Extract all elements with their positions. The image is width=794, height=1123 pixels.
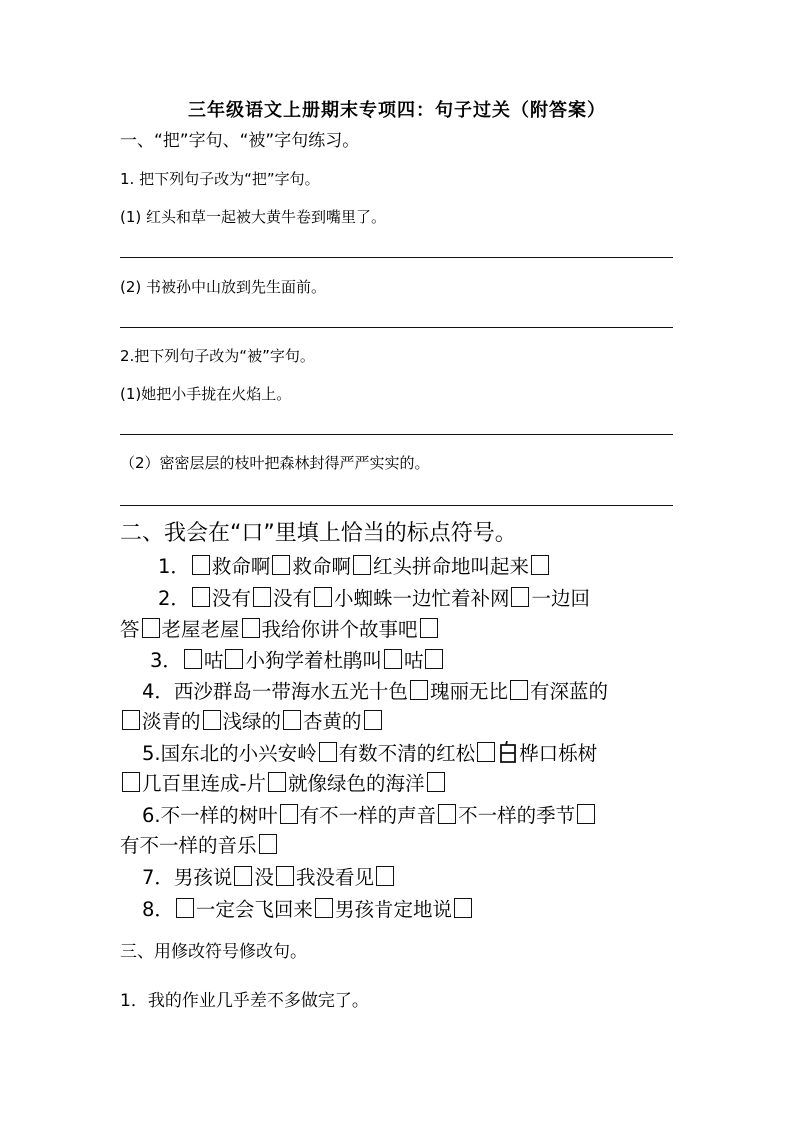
sentence-text: 浅绿的 [222, 710, 282, 733]
punctuation-box[interactable] [225, 649, 243, 669]
punctuation-box[interactable] [319, 742, 337, 762]
sentence-number: 4． [142, 680, 174, 703]
punctuation-box[interactable] [192, 555, 210, 575]
sentence-text: 淡青的 [142, 710, 201, 733]
q2-item1: (1)她把小手拢在火焰上。 [120, 385, 292, 403]
q2-item2: （2）密密层层的枝叶把森林封得严严实实的。 [120, 454, 430, 472]
punctuation-box[interactable] [176, 898, 194, 918]
q1-item2: (2) 书被孙中山放到先生面前。 [120, 278, 327, 296]
sentence-number: 1． [158, 555, 190, 578]
sentence-text: 不一样的季节 [458, 804, 576, 827]
sentence-text: 就像绿色的海洋 [288, 772, 425, 795]
sentence-7 [142, 862, 396, 890]
sentence-number: 2． [158, 587, 190, 610]
punctuation-box[interactable] [425, 649, 443, 669]
punctuation-box[interactable] [315, 898, 333, 918]
punctuation-box[interactable] [142, 618, 160, 638]
sentence-5 [142, 738, 597, 766]
sentence-5-cont [120, 768, 447, 796]
punctuation-box[interactable] [234, 866, 252, 886]
sentence-text: 咕 [403, 649, 424, 672]
answer-line [120, 257, 673, 258]
sentence-text: 答 [120, 618, 140, 641]
punctuation-box[interactable] [353, 555, 371, 575]
sentence-text: 西沙群岛一带海水五光十色 [173, 680, 408, 703]
sentence-text: 瑰丽无比 [429, 680, 508, 703]
punctuation-box[interactable] [122, 772, 140, 792]
punctuation-box[interactable] [259, 834, 277, 854]
sentence-6-cont [120, 830, 279, 858]
sentence-text: 男孩说 [173, 866, 233, 889]
punctuation-box[interactable] [454, 898, 472, 918]
punctuation-box[interactable] [272, 555, 290, 575]
punctuation-box[interactable] [531, 555, 549, 575]
punctuation-box[interactable] [122, 710, 140, 730]
sentence-text: 有不一样的声音 [299, 804, 437, 827]
sentence-number: 8． [142, 898, 174, 921]
sentence-text: 我给你讲个故事吧 [261, 618, 418, 641]
sentence-text: 杏黄的 [303, 710, 362, 733]
punctuation-box[interactable] [314, 587, 332, 607]
section3-heading: 三、用修改符号修改句。 [120, 942, 307, 962]
sentence-8 [142, 894, 474, 922]
sentence-4 [142, 676, 608, 704]
punctuation-box[interactable] [510, 680, 528, 700]
sentence-6 [142, 800, 597, 828]
punctuation-box[interactable] [577, 804, 595, 824]
sentence-text: 没有 [272, 587, 312, 610]
sentence-text: 几百里连成-片 [142, 772, 267, 795]
sentence-text: 我没看见 [295, 866, 374, 889]
sentence-text: 红头拼命地叫起来 [372, 555, 529, 578]
punctuation-box[interactable] [511, 587, 529, 607]
punctuation-box[interactable] [283, 710, 301, 730]
punctuation-box[interactable] [242, 618, 260, 638]
punctuation-box[interactable] [477, 742, 495, 762]
punctuation-box[interactable] [420, 618, 438, 638]
section1-heading: 一、“把”字句、“被”字句练习。 [120, 131, 360, 151]
sentence-text: 小狗学着杜鹃叫 [245, 649, 382, 672]
sentence-text: 老屋老屋 [161, 618, 240, 641]
sentence-text: 救命啊 [292, 555, 351, 578]
sentence-text: 不一样的树叶 [160, 804, 278, 827]
q2-prompt: 2.把下列句子改为“被”字句。 [120, 347, 315, 365]
answer-line [120, 434, 673, 435]
punctuation-box[interactable] [268, 772, 286, 792]
answer-line [120, 327, 673, 328]
sentence-4-cont [120, 706, 384, 734]
punctuation-box[interactable] [427, 772, 445, 792]
section3-q1: 1．我的作业几乎差不多做完了。 [120, 991, 369, 1011]
answer-line [120, 505, 673, 506]
sentence-2-cont [120, 614, 440, 642]
sentence-text: 一定会飞回来 [195, 898, 313, 921]
sentence-text: 男孩肯定地说 [334, 898, 452, 921]
punctuation-box[interactable] [253, 587, 271, 607]
punctuation-box[interactable] [192, 587, 210, 607]
white-character-icon [498, 741, 518, 763]
sentence-number: 7． [142, 866, 174, 889]
sentence-3 [150, 645, 445, 673]
sentence-number: 3． [150, 649, 182, 672]
punctuation-box[interactable] [384, 649, 402, 669]
sentence-text: 没有 [211, 587, 251, 610]
sentence-text: 有不一样的音乐 [120, 834, 257, 857]
sentence-number: 5. [142, 742, 161, 765]
punctuation-box[interactable] [376, 866, 394, 886]
sentence-text: 有数不清的红松 [338, 742, 476, 765]
q1-item1: (1) 红头和草一起被大黄牛卷到嘴里了。 [120, 208, 387, 226]
punctuation-box[interactable] [276, 866, 294, 886]
sentence-text: 小蜘蛛一边忙着补网 [333, 587, 510, 610]
sentence-text: 一边回 [531, 587, 590, 610]
punctuation-box[interactable] [410, 680, 428, 700]
punctuation-box[interactable] [184, 649, 202, 669]
sentence-1 [158, 551, 551, 579]
sentence-text: 没 [254, 866, 274, 889]
punctuation-box[interactable] [280, 804, 298, 824]
punctuation-box[interactable] [438, 804, 456, 824]
sentence-text: 咕 [203, 649, 224, 672]
punctuation-box[interactable] [203, 710, 221, 730]
page-title: 三年级语文上册期末专项四：句子过关（附答案） [188, 100, 606, 121]
section2-heading: 二、我会在“口”里填上恰当的标点符号。 [120, 521, 517, 546]
sentence-number: 6. [142, 804, 161, 827]
sentence-text: 桦口栎树 [519, 742, 598, 765]
q1-prompt: 1. 把下列句子改为“把”字句。 [120, 170, 320, 188]
sentence-text: 救命啊 [211, 555, 271, 578]
sentence-2 [158, 583, 590, 611]
sentence-text: 有深蓝的 [529, 680, 608, 703]
sentence-text: 国东北的小兴安岭 [160, 742, 317, 765]
punctuation-box[interactable] [364, 710, 382, 730]
